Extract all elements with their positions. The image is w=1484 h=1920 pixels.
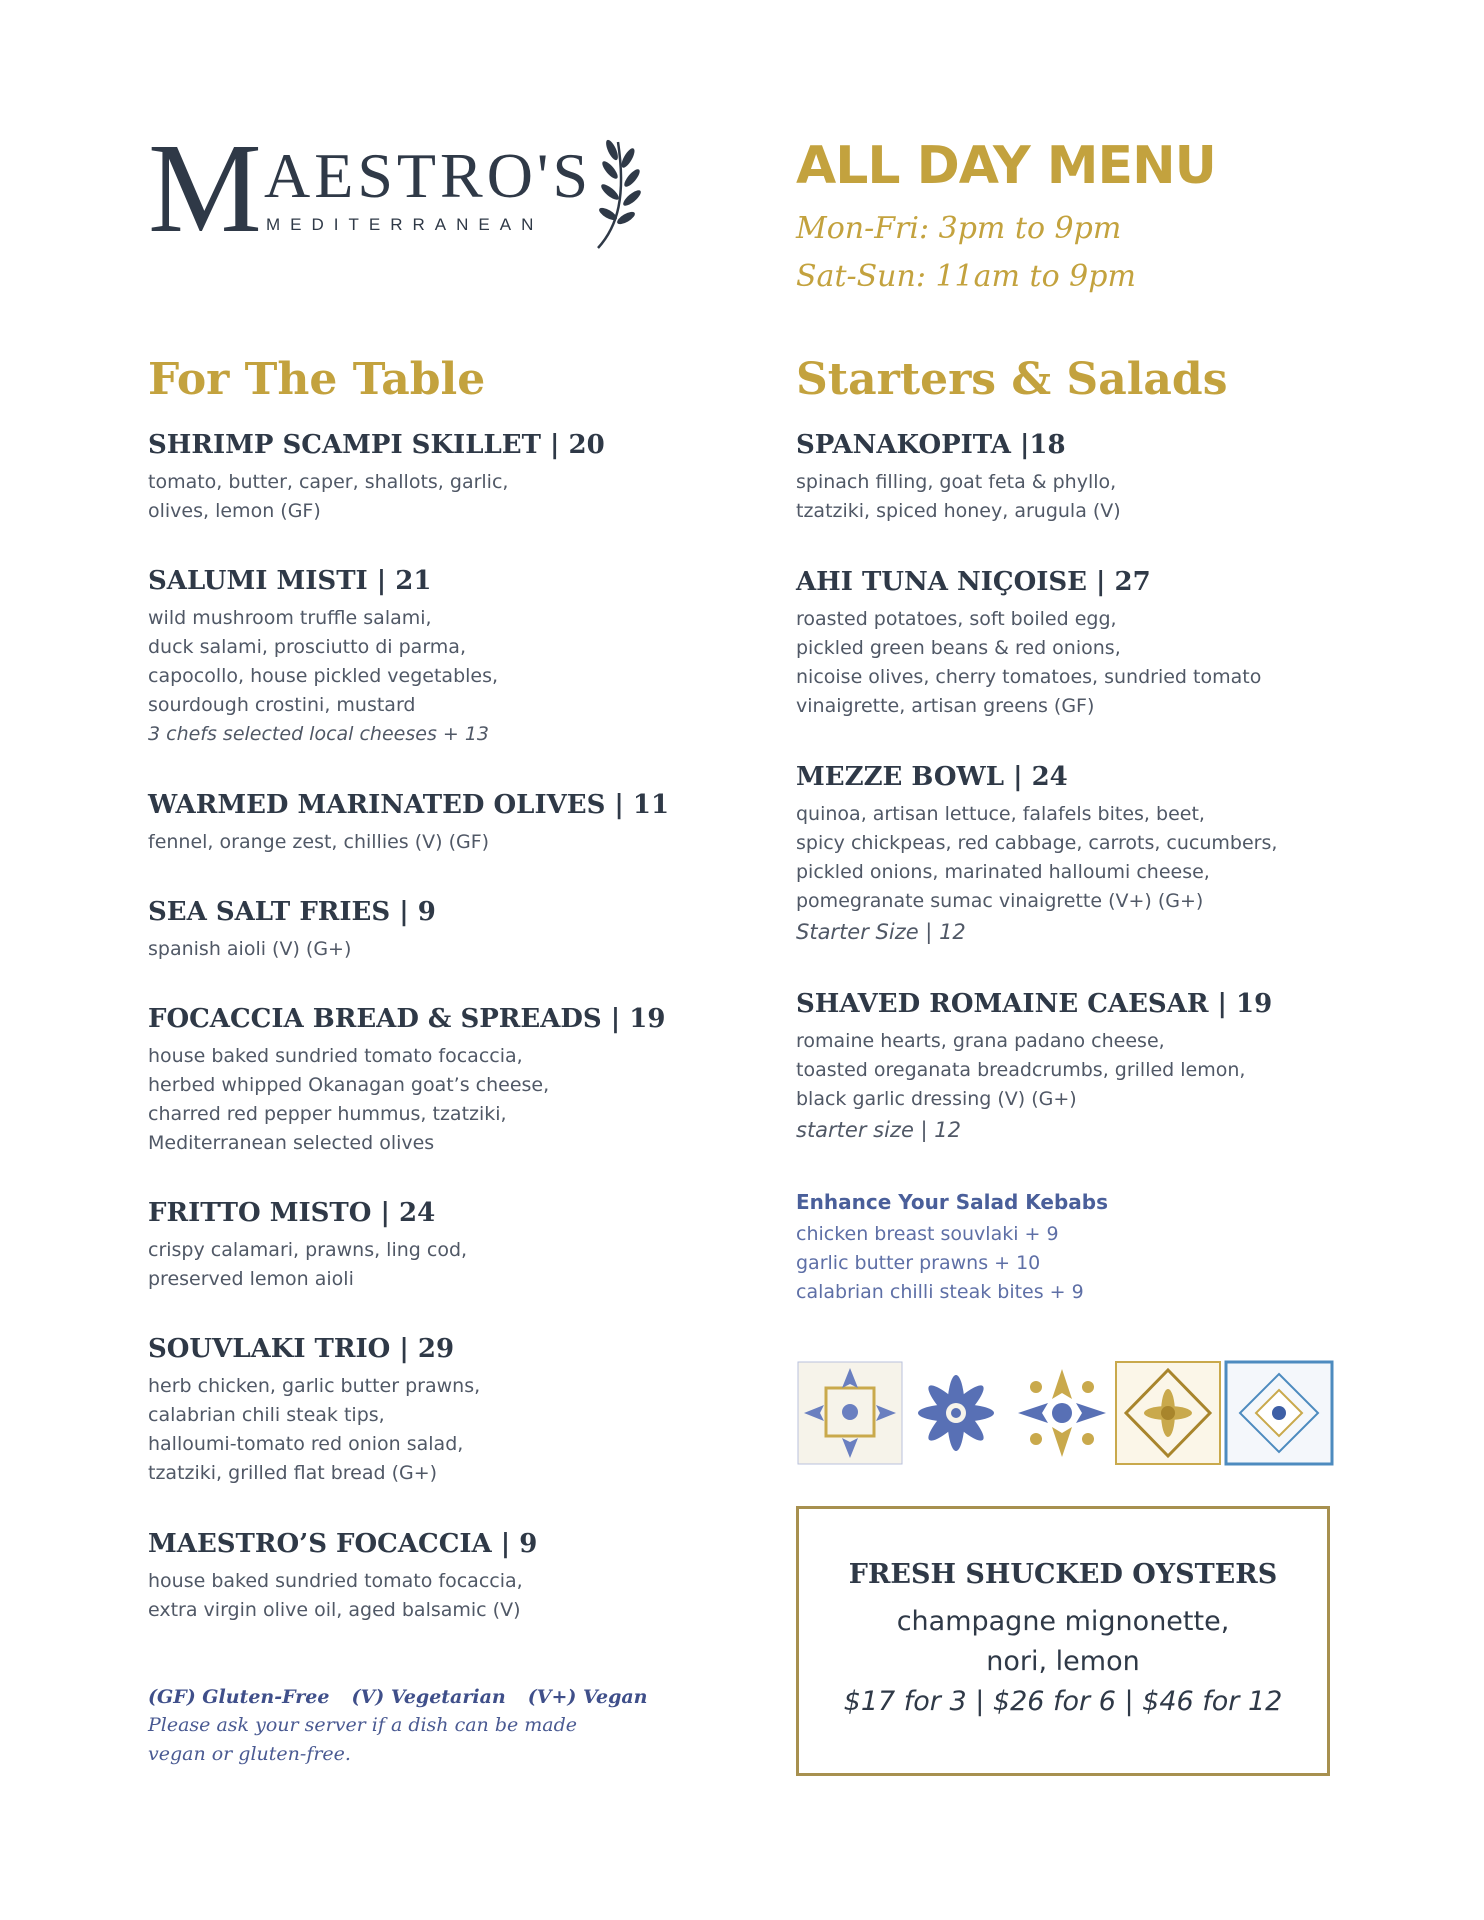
- tile-icon: [1018, 1369, 1106, 1457]
- item-desc-line: herbed whipped Okanagan goat’s cheese,: [148, 1074, 550, 1096]
- legend-gluten-free: (GF) Gluten-Free: [148, 1686, 330, 1708]
- menu-title: ALL DAY MENU: [796, 136, 1216, 196]
- menu-item-maestros-focaccia: [148, 1531, 537, 1625]
- item-desc-line: house baked sundried tomato focaccia,: [148, 1570, 523, 1592]
- item-desc-line: house baked sundried tomato focaccia,: [148, 1045, 523, 1067]
- item-name: FOCACCIA BREAD & SPREADS | 19: [148, 1004, 666, 1034]
- item-desc-line: herb chicken, garlic butter prawns,: [148, 1375, 481, 1397]
- item-desc-line: black garlic dressing (V) (G+): [796, 1088, 1077, 1110]
- oysters-box: [796, 1506, 1330, 1776]
- enhance-item: calabrian chilli steak bites + 9: [796, 1281, 1084, 1303]
- menu-item-focaccia-spreads: [148, 1006, 665, 1158]
- item-name: MEZZE BOWL | 24: [796, 762, 1068, 792]
- item-desc-line: preserved lemon aioli: [148, 1268, 354, 1290]
- menu-item-fritto-misto: [148, 1200, 467, 1294]
- hours-weekend: Sat-Sun: 11am to 9pm: [796, 259, 1136, 294]
- menu-item-souvlaki-trio: [148, 1336, 480, 1488]
- item-note: Starter Size | 12: [796, 920, 966, 944]
- item-desc-line: pickled green beans & red onions,: [796, 637, 1121, 659]
- menu-item-ahi-tuna-nicoise: [796, 569, 1261, 721]
- item-desc-line: quinoa, artisan lettuce, falafels bites, beet,: [796, 803, 1205, 825]
- item-desc-line: spicy chickpeas, red cabbage, carrots, cucumbers,: [796, 832, 1278, 854]
- item-desc-line: wild mushroom truffle salami,: [148, 607, 432, 629]
- logo-wordmark: AESTRO'S: [264, 140, 593, 211]
- enhance-item: garlic butter prawns + 10: [796, 1252, 1041, 1274]
- tile-icon: [918, 1375, 994, 1451]
- item-desc-line: Mediterranean selected olives: [148, 1132, 435, 1154]
- menu-item-spanakopita: [796, 432, 1121, 526]
- item-name: FRITTO MISTO | 24: [148, 1198, 436, 1228]
- tile-icon: [1226, 1362, 1332, 1464]
- item-desc-line: tzatziki, spiced honey, arugula (V): [796, 500, 1121, 522]
- restaurant-logo: [148, 117, 648, 259]
- oysters-desc-line: champagne mignonette,: [896, 1606, 1230, 1637]
- item-desc-line: extra virgin olive oil, aged balsamic (V): [148, 1599, 521, 1621]
- dietary-legend: [148, 1688, 670, 1707]
- menu-item-mezze-bowl: [796, 764, 1277, 948]
- item-desc-line: spinach filling, goat feta & phyllo,: [796, 471, 1117, 493]
- enhance-salad-block: [796, 1192, 1108, 1307]
- item-name: SALUMI MISTI | 21: [148, 566, 432, 596]
- legend-note-line: vegan or gluten-free.: [148, 1743, 351, 1765]
- menu-item-shaved-romaine-caesar: [796, 991, 1272, 1146]
- item-desc-line: pickled onions, marinated halloumi cheese,: [796, 861, 1210, 883]
- section-title-for-the-table: For The Table: [148, 354, 486, 405]
- item-desc-line: fennel, orange zest, chillies (V) (GF): [148, 831, 490, 853]
- legend-vegetarian: (V) Vegetarian: [351, 1686, 506, 1708]
- item-desc-line: vinaigrette, artisan greens (GF): [796, 695, 1095, 717]
- item-desc-line: sourdough crostini, mustard: [148, 694, 416, 716]
- item-name: MAESTRO’S FOCACCIA | 9: [148, 1529, 538, 1559]
- oysters-desc-line: nori, lemon: [986, 1646, 1140, 1677]
- hours-weekday: Mon-Fri: 3pm to 9pm: [796, 211, 1122, 246]
- legend-note-line: Please ask your server if a dish can be made: [148, 1714, 578, 1736]
- enhance-title: Enhance Your Salad Kebabs: [796, 1190, 1108, 1214]
- item-desc-line: capocollo, house pickled vegetables,: [148, 665, 499, 687]
- item-name: SEA SALT FRIES | 9: [148, 897, 436, 927]
- item-desc-line: charred red pepper hummus, tzatziki,: [148, 1103, 507, 1125]
- item-desc-line: roasted potatoes, soft boiled egg,: [796, 608, 1117, 630]
- item-name: AHI TUNA NIÇOISE | 27: [796, 567, 1151, 597]
- item-name: SOUVLAKI TRIO | 29: [148, 1334, 455, 1364]
- item-note: starter size | 12: [796, 1118, 962, 1142]
- menu-item-sea-salt-fries: [148, 899, 436, 964]
- enhance-item: chicken breast souvlaki + 9: [796, 1223, 1059, 1245]
- item-name: SHRIMP SCAMPI SKILLET | 20: [148, 430, 605, 460]
- menu-item-warmed-olives: [148, 792, 669, 857]
- item-name: SHAVED ROMAINE CAESAR | 19: [796, 989, 1273, 1019]
- item-desc-line: spanish aioli (V) (G+): [148, 938, 352, 960]
- logo-initial: M: [148, 117, 260, 259]
- tile-icon: [1116, 1362, 1220, 1464]
- item-name: WARMED MARINATED OLIVES | 11: [148, 790, 670, 820]
- menu-item-salumi-misti: [148, 568, 498, 749]
- item-desc-line: nicoise olives, cherry tomatoes, sundried tomato: [796, 666, 1262, 688]
- legend-vegan: (V+) Vegan: [527, 1686, 648, 1708]
- item-desc-line: romaine hearts, grana padano cheese,: [796, 1030, 1165, 1052]
- item-name: SPANAKOPITA |18: [796, 430, 1066, 460]
- item-note: 3 chefs selected local cheeses + 13: [148, 723, 490, 745]
- item-desc-line: pomegranate sumac vinaigrette (V+) (G+): [796, 890, 1204, 912]
- item-desc-line: crispy calamari, prawns, ling cod,: [148, 1239, 468, 1261]
- item-desc-line: tomato, butter, caper, shallots, garlic,: [148, 471, 509, 493]
- olive-branch-icon: [588, 136, 648, 252]
- section-title-starters-salads: Starters & Salads: [796, 354, 1228, 405]
- tile-icon: [798, 1362, 902, 1464]
- logo-subtitle: MEDITERRANEAN: [266, 215, 544, 234]
- legend-note: [148, 1711, 577, 1769]
- menu-item-shrimp-scampi: [148, 432, 605, 526]
- oysters-title: FRESH SHUCKED OYSTERS: [848, 1559, 1278, 1590]
- item-desc-line: tzatziki, grilled flat bread (G+): [148, 1462, 438, 1484]
- item-desc-line: duck salami, prosciutto di parma,: [148, 636, 466, 658]
- item-desc-line: olives, lemon (GF): [148, 500, 321, 522]
- oysters-price: $17 for 3 | $26 for 6 | $46 for 12: [843, 1686, 1283, 1717]
- decorative-tiles: [796, 1358, 1336, 1468]
- item-desc-line: toasted oreganata breadcrumbs, grilled lemon,: [796, 1059, 1246, 1081]
- item-desc-line: halloumi-tomato red onion salad,: [148, 1433, 464, 1455]
- item-desc-line: calabrian chili steak tips,: [148, 1404, 385, 1426]
